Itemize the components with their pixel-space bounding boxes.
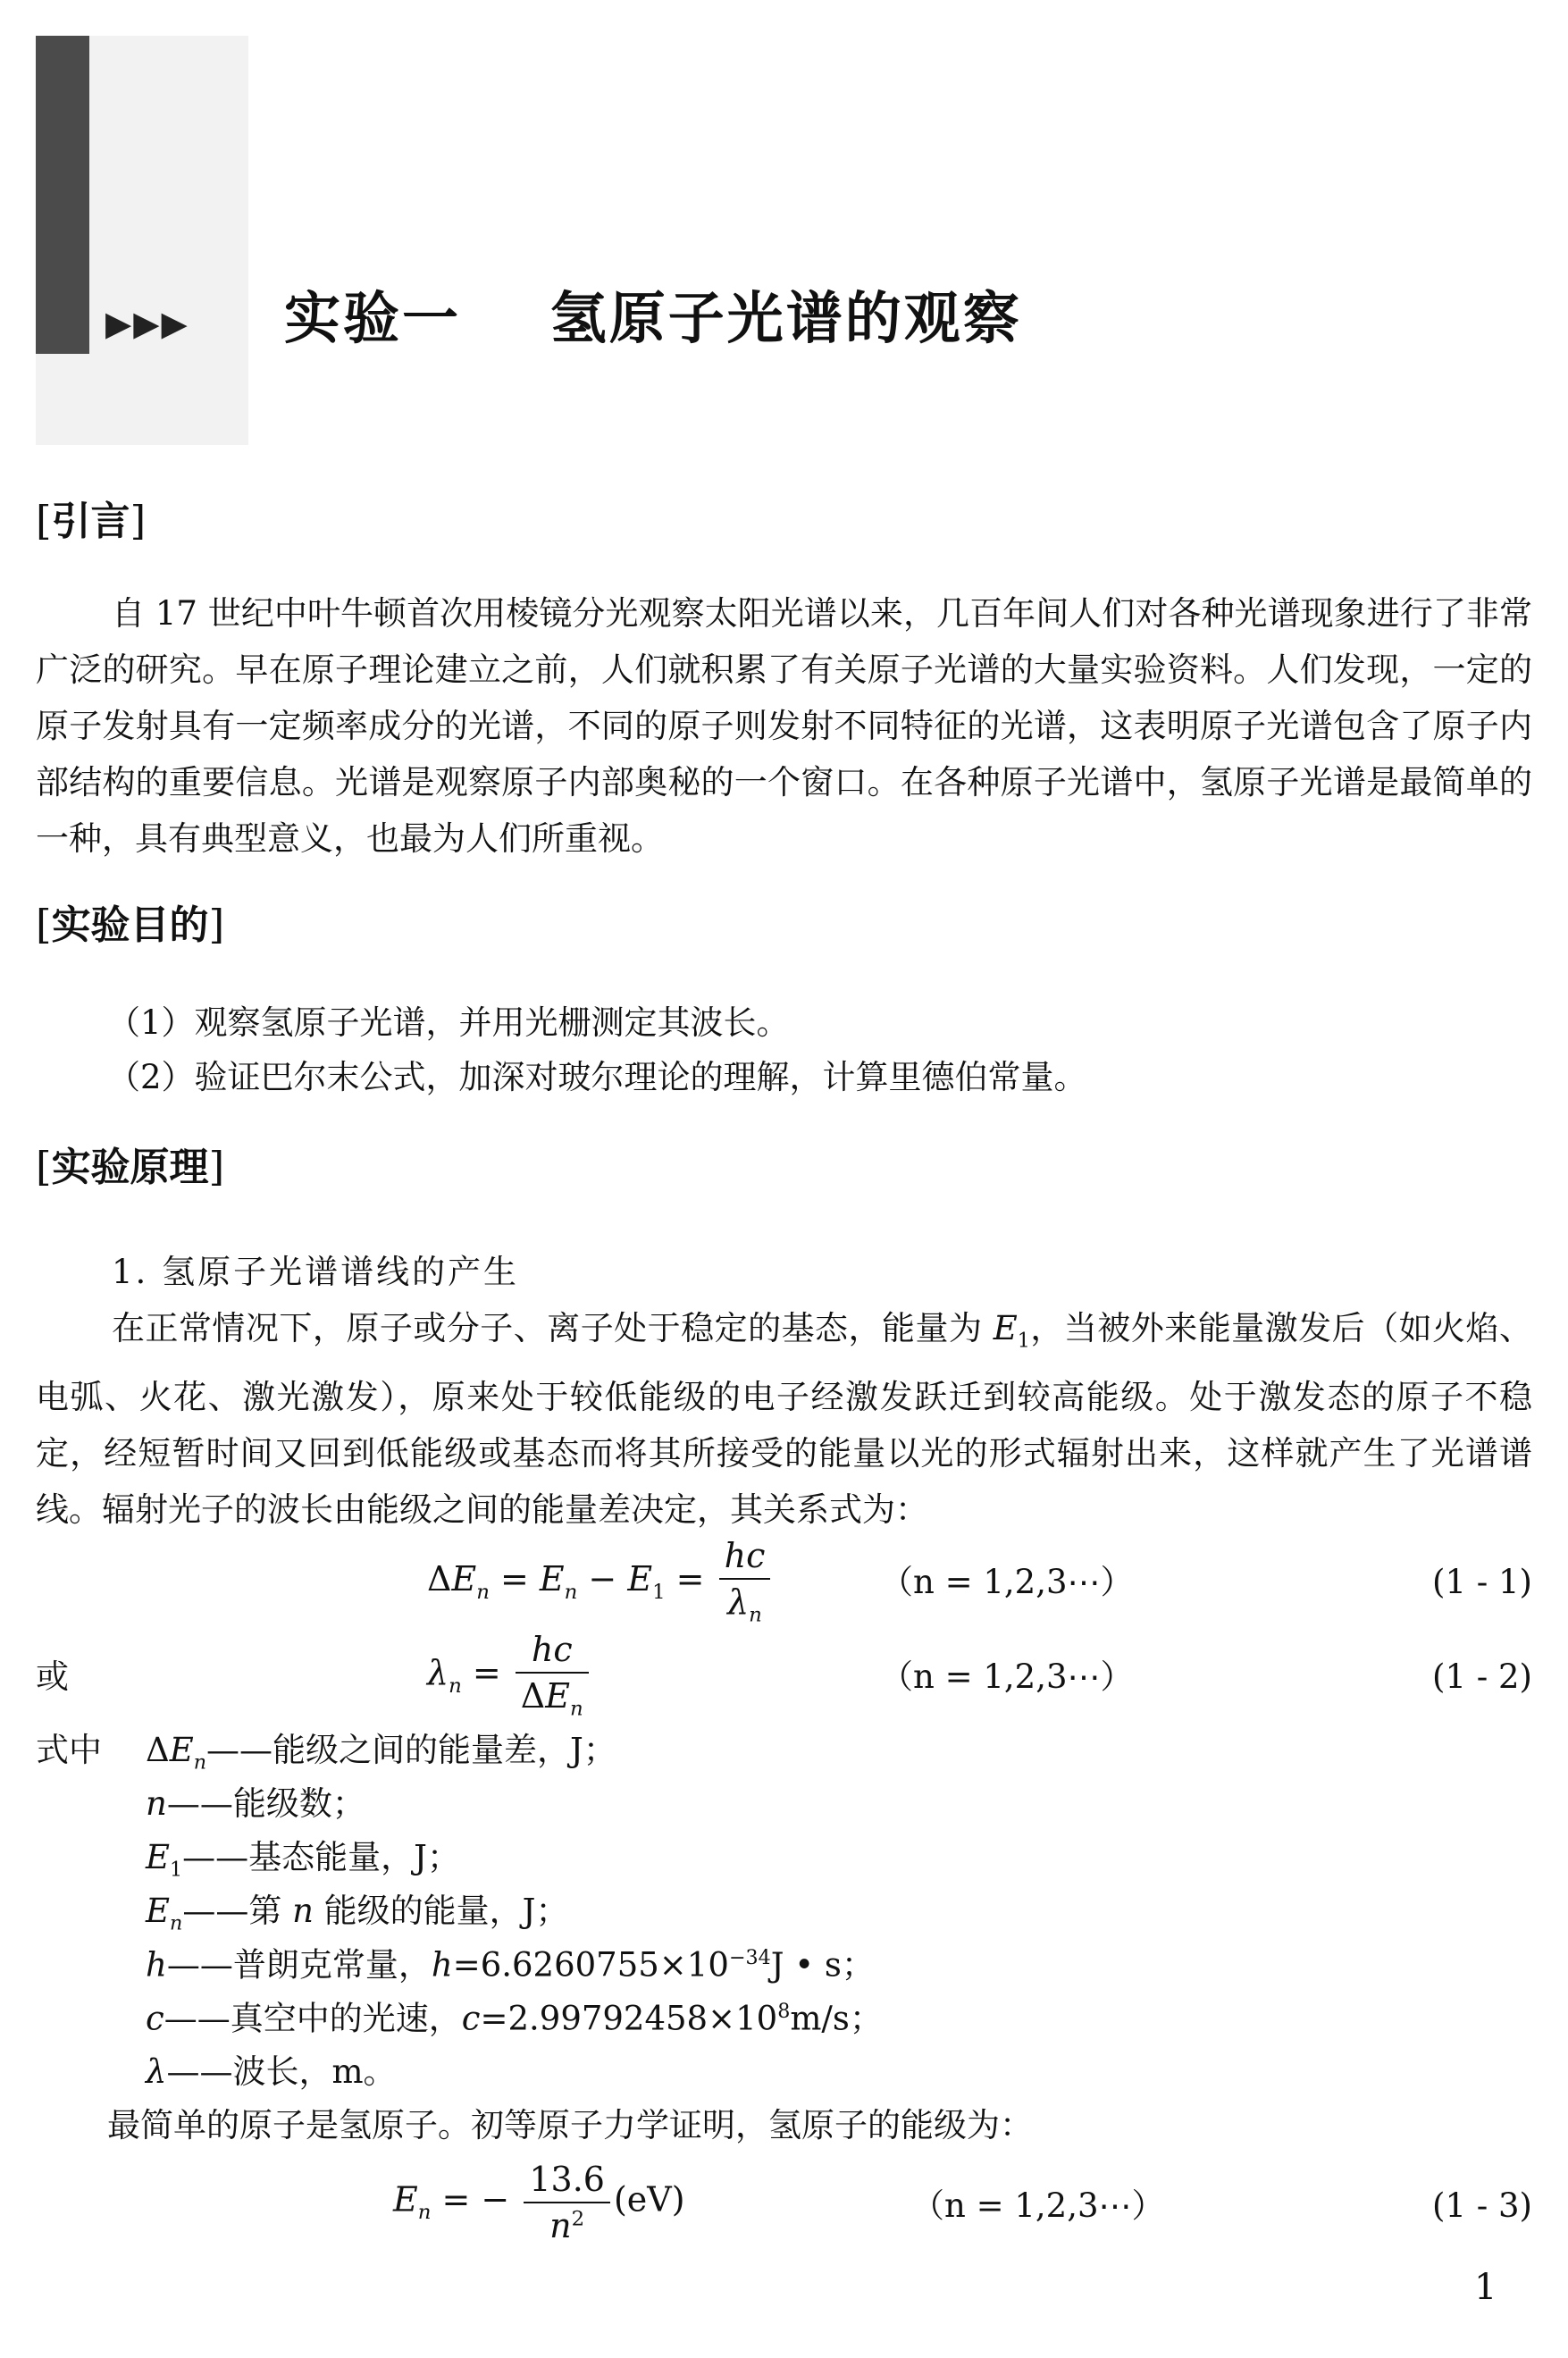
equation-1-1: $\Delta E_n = E_n - E_1$ = $\frac{hc}{\lambda_n}$	[427, 1539, 774, 1625]
equation-1-3-condition: （n = 1,2,3⋯）	[911, 2186, 1165, 2225]
purpose-heading: [实验目的]	[36, 901, 225, 948]
header-bar	[36, 36, 89, 354]
principle-paragraph-2: 最简单的原子是氢原子。初等原子力学证明，氢原子的能级为：	[107, 2106, 1033, 2144]
equation-1-1-number: (1 - 1)	[1432, 1563, 1532, 1601]
chapter-label: 实验一	[284, 286, 461, 351]
intro-paragraph: 自 17 世纪中叶牛顿首次用棱镜分光观察太阳光谱以来，几百年间人们对各种光谱现象进行了非常广泛的研究。早在原子理论建立之前，人们就积累了有关原子光谱的大量实验资料。人们发现，一定的原子发射具有一定频率成分的光谱，不同的原子则发射不同特征的光谱，这表明原子光谱包含了原子内部结构的重要信息。光谱是观察原子内部奥秘的一个窗口。在各种原子光谱中，氢原子光谱是最简单的一种，具有典型意义，也最为人们所重视。	[36, 594, 1532, 858]
equation-1-2-condition: （n = 1,2,3⋯）	[880, 1657, 1134, 1696]
principle-subheading: 1. 氢原子光谱谱线的产生	[112, 1253, 520, 1291]
chapter-name: 氢原子光谱的观察	[549, 286, 1022, 351]
or-label: 或	[36, 1657, 69, 1696]
arrows-icon: ▶▶▶	[105, 304, 189, 343]
def-e1: $E_1——$基态能量，J；	[146, 1838, 460, 1882]
def-en: $E_n——$第 n 能级的能量，J；	[146, 1892, 569, 1935]
principle-heading: [实验原理]	[36, 1143, 225, 1190]
page-number: 1	[1474, 2267, 1497, 2308]
fraction-13-6-over-n2: $\frac{13.6}{n^2}$	[524, 2162, 610, 2243]
intro-heading: [引言]	[36, 497, 147, 544]
equation-1-1-condition: （n = 1,2,3⋯）	[880, 1563, 1134, 1601]
purpose-item-1: （1）观察氢原子光谱，并用光栅测定其波长。	[107, 1003, 790, 1042]
def-c: c——真空中的光速，$c=2.99792458\times 10^8m/s$；	[146, 1999, 883, 2038]
def-delta-e: $\Delta E_n——$能级之间的能量差，J；	[146, 1731, 616, 1775]
equation-1-2-number: (1 - 2)	[1432, 1657, 1532, 1696]
fraction-hc-over-dE: $\frac{hc}{\Delta E_n}$	[516, 1632, 589, 1719]
chapter-title	[284, 286, 1022, 351]
principle-paragraph-1: 在正常情况下，原子或分子、离子处于稳定的基态，能量为 $E_1$，当被外来能量激发后（如火焰、电弧、火花、激光激发），原来处于较低能级的电子经激发跃迁到较高能级。处于激发态的原子不稳定，经短暂时间又回到低能级或基态而将其所接受的能量以光的形式辐射出来，这样就产生了光谱谱线。辐射光子的波长由能级之间的能量差决定，其关系式为：	[36, 1309, 1533, 1530]
equation-1-2: $\lambda_n$ = $\frac{hc}{\Delta E_n}$	[427, 1632, 592, 1719]
fraction-hc-over-lambda: $\frac{hc}{\lambda_n}$	[719, 1539, 771, 1625]
purpose-item-2: （2）验证巴尔末公式，加深对玻尔理论的理解，计算里德伯常量。	[107, 1058, 1087, 1096]
def-lambda: λ——波长，m。	[146, 2052, 397, 2091]
equation-1-3: $E_n$ = − $\frac{13.6}{n^2}$ (eV)	[393, 2160, 685, 2245]
def-n: n——能级数；	[146, 1784, 365, 1823]
equation-1-3-number: (1 - 3)	[1432, 2186, 1532, 2225]
where-label: 式中	[36, 1731, 102, 1769]
def-h: h——普朗克常量，$h=6.6260755\times 10^{-34}J$ • s；	[146, 1945, 875, 1985]
